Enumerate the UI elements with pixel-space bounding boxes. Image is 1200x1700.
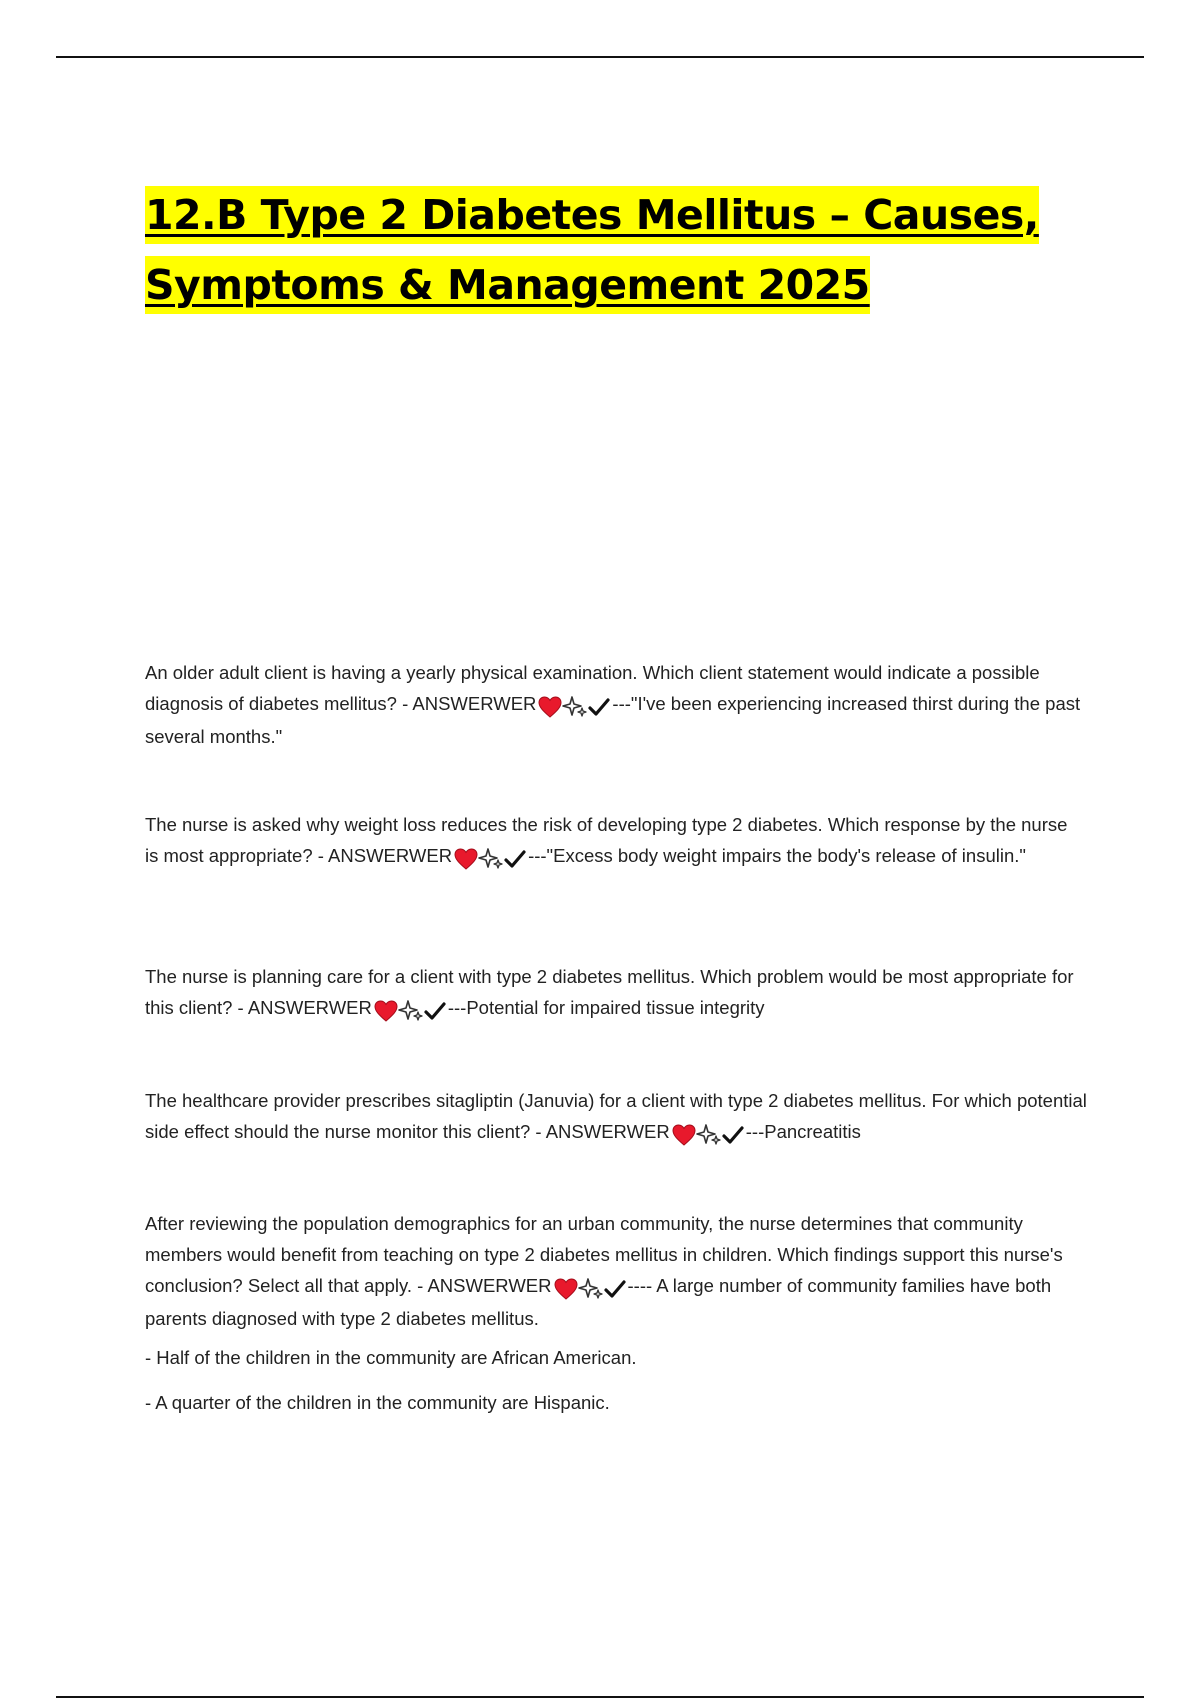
heart-icon xyxy=(672,1124,696,1146)
qa-item-1 xyxy=(145,657,1085,752)
answer-text: ---Potential for impaired tissue integrity xyxy=(447,997,765,1018)
checkmark-icon xyxy=(722,1125,744,1145)
question-text: After reviewing the population demographics for an urban community, the nurse determines that community members would benefit from teaching on type 2 diabetes mellitus in children. Which findings support this nurse's conclusion? Select all that apply. - xyxy=(145,1213,1063,1296)
answer-label: ANSWERWER xyxy=(328,845,453,866)
answer-bullet-1: - Half of the children in the community are African American. xyxy=(145,1347,637,1368)
checkmark-icon xyxy=(604,1279,626,1299)
heart-icon xyxy=(538,696,562,718)
checkmark-icon xyxy=(588,697,610,717)
answer-label: ANSWERWER xyxy=(412,693,537,714)
answer-markers xyxy=(538,690,610,721)
qa-item-5 xyxy=(145,1208,1085,1334)
checkmark-icon xyxy=(504,849,526,869)
answer-label: ANSWERWER xyxy=(247,997,372,1018)
title-line-2: Symptoms & Management 2025 xyxy=(145,256,870,314)
sparkle-icon xyxy=(398,999,424,1023)
answer-text: ---"Excess body weight impairs the body's release of insulin." xyxy=(528,845,1026,866)
heart-icon xyxy=(374,1000,398,1022)
answer-text: ---- A large number of community families have both parents diagnosed with type 2 diabetes mellitus. xyxy=(145,1275,1052,1329)
sparkle-icon xyxy=(696,1123,722,1147)
sparkle-icon xyxy=(478,847,504,871)
question-text: The healthcare provider prescribes sitagliptin (Januvia) for a client with type 2 diabetes mellitus. For which potential side effect should the nurse monitor this client? - xyxy=(145,1090,1087,1142)
answer-text: ---"I've been experiencing increased thirst during the past several months." xyxy=(145,693,1081,747)
answer-markers xyxy=(672,1118,744,1149)
title-line-1: 12.B Type 2 Diabetes Mellitus – Causes, xyxy=(145,186,1039,244)
question-text: An older adult client is having a yearly physical examination. Which client statement would indicate a possible diagnosis of diabetes mellitus? - xyxy=(145,662,1040,714)
sparkle-icon xyxy=(562,695,588,719)
sparkle-icon xyxy=(578,1277,604,1301)
answer-markers xyxy=(374,994,446,1025)
qa-item-4 xyxy=(145,1085,1105,1149)
top-rule xyxy=(56,56,1144,58)
answer-label: ANSWERWER xyxy=(545,1121,670,1142)
answer-markers xyxy=(554,1272,626,1303)
question-text: The nurse is asked why weight loss reduces the risk of developing type 2 diabetes. Which response by the nurse is most appropriate? - xyxy=(145,814,1068,866)
answer-markers xyxy=(454,842,526,873)
heart-icon xyxy=(554,1278,578,1300)
question-text: The nurse is planning care for a client with type 2 diabetes mellitus. Which problem would be most appropriate for this client? - xyxy=(145,966,1074,1018)
heart-icon xyxy=(454,848,478,870)
checkmark-icon xyxy=(424,1001,446,1021)
answer-label: ANSWERWER xyxy=(427,1275,552,1296)
document-title xyxy=(145,186,1085,314)
qa-item-2 xyxy=(145,809,1085,873)
bottom-rule xyxy=(56,1696,1144,1698)
answer-text: ---Pancreatitis xyxy=(745,1121,861,1142)
qa-item-3 xyxy=(145,961,1085,1025)
answer-bullet-2: - A quarter of the children in the community are Hispanic. xyxy=(145,1392,610,1413)
